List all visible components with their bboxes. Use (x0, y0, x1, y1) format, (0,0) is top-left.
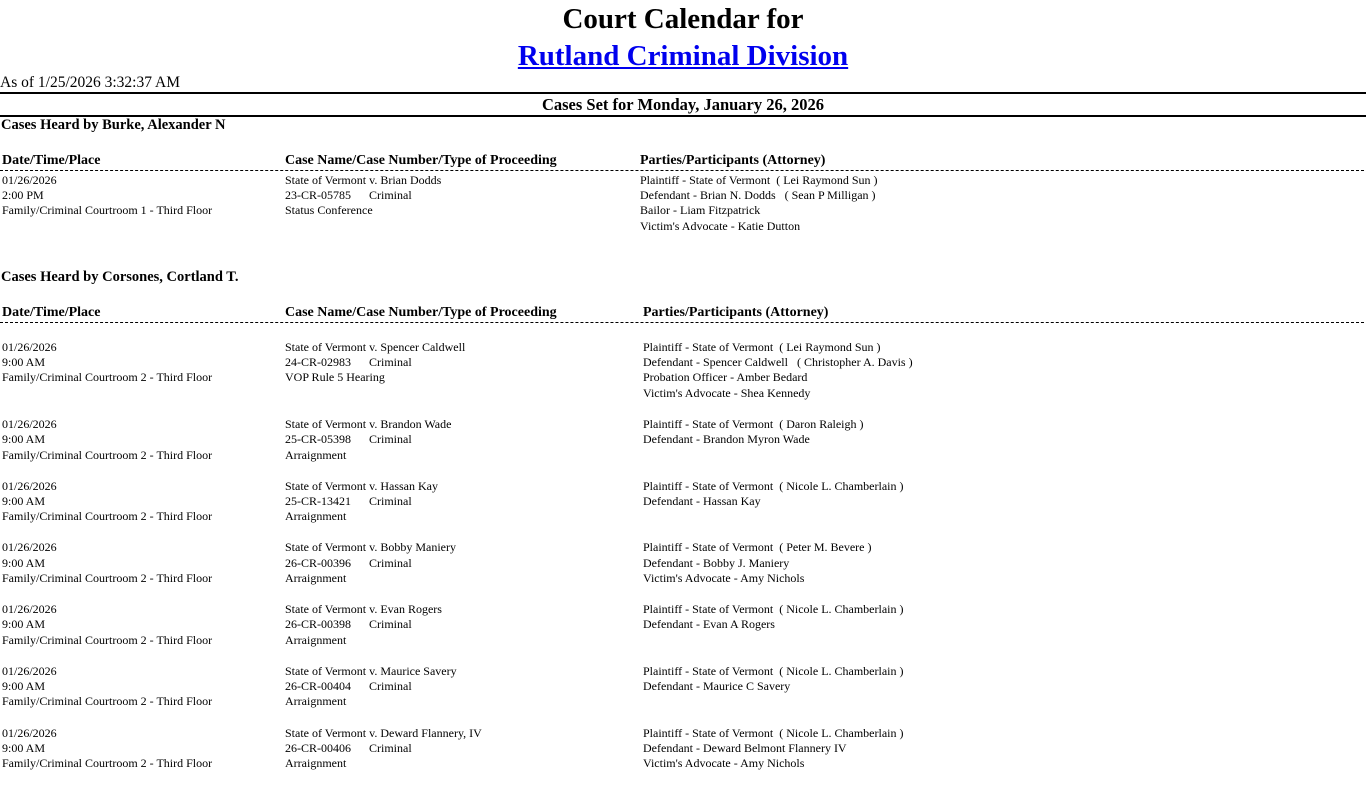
date-time-place (2, 726, 212, 772)
party: Defendant - Brian N. Dodds ( Sean P Milligan ) (640, 188, 876, 203)
case-date: 01/26/2026 (2, 602, 57, 617)
case-row (0, 726, 1366, 787)
case-time: 9:00 AM (2, 555, 46, 570)
case-name: State of Vermont v. Deward Flannery, IV (285, 725, 482, 740)
party: Plaintiff - State of Vermont ( Nicole L. Chamberlain ) (643, 725, 904, 740)
party: Victim's Advocate - Amy Nichols (643, 755, 805, 770)
party: Plaintiff - State of Vermont ( Nicole L. Chamberlain ) (643, 663, 904, 678)
case-type: Criminal (369, 493, 412, 508)
parties-list (640, 173, 878, 234)
parties-list (643, 479, 904, 509)
case-row (0, 479, 1366, 541)
case-number-line (285, 494, 438, 509)
case-place: Family/Criminal Courtroom 1 - Third Floor (2, 203, 213, 218)
case-number-line (285, 355, 465, 370)
case-list (0, 173, 1366, 235)
spacer (351, 679, 369, 693)
case-name: State of Vermont v. Bobby Maniery (285, 540, 456, 555)
case-name: State of Vermont v. Maurice Savery (285, 663, 457, 678)
case-type: Criminal (369, 617, 412, 632)
date-time-place (2, 340, 212, 386)
proceeding-type: Arraignment (285, 694, 347, 709)
case-date: 01/26/2026 (2, 725, 57, 740)
column-header-case: Case Name/Case Number/Type of Proceeding (285, 305, 557, 320)
case-place: Family/Criminal Courtroom 2 - Third Floor (2, 509, 213, 524)
case-number: 25-CR-13421 (285, 493, 351, 508)
case-time: 9:00 AM (2, 740, 46, 755)
day-header: Cases Set for Monday, January 26, 2026 (541, 95, 825, 114)
parties-list (643, 664, 904, 694)
case-place: Family/Criminal Courtroom 2 - Third Floor (2, 370, 213, 385)
case-info (285, 664, 457, 710)
parties-list (643, 602, 904, 632)
page-title: Court Calendar for (562, 3, 804, 35)
case-type: Criminal (369, 188, 412, 203)
party: Plaintiff - State of Vermont ( Peter M. Bevere ) (643, 540, 872, 555)
case-name: State of Vermont v. Brandon Wade (285, 417, 452, 432)
case-row (0, 173, 1366, 235)
case-number: 26-CR-00404 (285, 679, 351, 694)
case-name: State of Vermont v. Evan Rogers (285, 602, 442, 617)
party: Defendant - Bobby J. Maniery (643, 555, 790, 570)
party: Defendant - Maurice C Savery (643, 679, 791, 694)
column-header-parties: Parties/Participants (Attorney) (640, 153, 826, 168)
case-info (285, 340, 465, 386)
party: Defendant - Hassan Kay (643, 493, 761, 508)
case-number: 23-CR-05785 (285, 188, 351, 203)
case-place: Family/Criminal Courtroom 2 - Third Floor (2, 632, 213, 647)
case-number: 25-CR-05398 (285, 432, 351, 447)
case-row (0, 417, 1366, 479)
case-number-line (285, 741, 482, 756)
case-row (0, 340, 1366, 417)
case-info (285, 173, 441, 219)
parties-list (643, 726, 904, 772)
party: Plaintiff - State of Vermont ( Lei Raymond Sun ) (640, 173, 878, 187)
case-info (285, 479, 438, 525)
party: Plaintiff - State of Vermont ( Nicole L. Chamberlain ) (643, 478, 904, 493)
case-number-line (285, 188, 441, 203)
parties-list (643, 540, 872, 586)
parties-list (643, 340, 913, 401)
column-header-date: Date/Time/Place (2, 153, 101, 168)
proceeding-type: Arraignment (285, 447, 347, 462)
case-number-line (285, 432, 451, 447)
spacer (351, 494, 369, 508)
case-info (285, 726, 482, 772)
case-date: 01/26/2026 (2, 173, 57, 187)
case-row (0, 540, 1366, 602)
case-time: 9:00 AM (2, 493, 46, 508)
case-name: State of Vermont v. Brian Dodds (285, 173, 442, 187)
party: Defendant - Evan A Rogers (643, 617, 775, 632)
as-of-timestamp: As of 1/25/2026 3:32:37 AM (0, 74, 180, 91)
date-time-place (2, 417, 212, 463)
spacer (351, 432, 369, 446)
case-type: Criminal (369, 679, 412, 694)
proceeding-type: Arraignment (285, 570, 347, 585)
party: Plaintiff - State of Vermont ( Nicole L. Chamberlain ) (643, 602, 904, 617)
case-info (285, 417, 451, 463)
case-date: 01/26/2026 (2, 540, 57, 555)
case-number-line (285, 617, 442, 632)
column-header-case: Case Name/Case Number/Type of Proceeding (285, 153, 557, 168)
column-header-parties: Parties/Participants (Attorney) (643, 305, 829, 320)
case-place: Family/Criminal Courtroom 2 - Third Floor (2, 570, 213, 585)
column-header-date: Date/Time/Place (2, 305, 101, 320)
case-list (0, 340, 1366, 787)
column-headers (0, 305, 1364, 323)
case-type: Criminal (369, 432, 412, 447)
case-date: 01/26/2026 (2, 340, 57, 354)
case-place: Family/Criminal Courtroom 2 - Third Floor (2, 755, 213, 770)
date-time-place (2, 602, 212, 648)
party: Defendant - Spencer Caldwell ( Christopher A. Davis ) (643, 355, 913, 370)
case-info (285, 602, 442, 648)
proceeding-type: Arraignment (285, 755, 347, 770)
case-date: 01/26/2026 (2, 663, 57, 678)
party: Plaintiff - State of Vermont ( Daron Raleigh ) (643, 417, 864, 432)
party: Defendant - Brandon Myron Wade (643, 432, 810, 447)
division-link[interactable]: Rutland Criminal Division (517, 40, 849, 72)
proceeding-type: Arraignment (285, 632, 347, 647)
proceeding-type: Arraignment (285, 509, 347, 524)
case-type: Criminal (369, 740, 412, 755)
party: Victim's Advocate - Shea Kennedy (643, 385, 811, 400)
date-time-place (2, 173, 212, 219)
case-date: 01/26/2026 (2, 417, 57, 432)
case-date: 01/26/2026 (2, 478, 57, 493)
case-time: 9:00 AM (2, 679, 46, 694)
date-time-place (2, 664, 212, 710)
case-time: 9:00 AM (2, 617, 46, 632)
proceeding-type: VOP Rule 5 Hearing (285, 370, 385, 385)
divider (0, 92, 1366, 94)
column-headers (0, 153, 1364, 171)
date-time-place (2, 479, 212, 525)
party: Victim's Advocate - Katie Dutton (640, 218, 801, 233)
spacer (351, 355, 369, 369)
party: Bailor - Liam Fitzpatrick (640, 203, 761, 218)
judge-heading: Cases Heard by Burke, Alexander N (1, 117, 226, 133)
case-name: State of Vermont v. Spencer Caldwell (285, 340, 466, 354)
judge-heading: Cases Heard by Corsones, Cortland T. (1, 269, 239, 285)
case-place: Family/Criminal Courtroom 2 - Third Floor (2, 694, 213, 709)
case-name: State of Vermont v. Hassan Kay (285, 478, 438, 493)
case-number: 26-CR-00396 (285, 555, 351, 570)
date-time-place (2, 540, 212, 586)
party: Defendant - Deward Belmont Flannery IV (643, 740, 847, 755)
party: Plaintiff - State of Vermont ( Lei Raymond Sun ) (643, 340, 881, 354)
parties-list (643, 417, 864, 447)
case-place: Family/Criminal Courtroom 2 - Third Floor (2, 447, 213, 462)
spacer (351, 617, 369, 631)
case-number-line (285, 679, 457, 694)
case-row (0, 602, 1366, 664)
case-time: 2:00 PM (2, 188, 44, 203)
spacer (351, 556, 369, 570)
case-time: 9:00 AM (2, 432, 46, 447)
case-number: 26-CR-00398 (285, 617, 351, 632)
proceeding-type: Status Conference (285, 203, 373, 218)
party: Victim's Advocate - Amy Nichols (643, 570, 805, 585)
case-type: Criminal (369, 355, 412, 370)
case-number-line (285, 556, 456, 571)
case-number: 24-CR-02983 (285, 355, 351, 370)
case-type: Criminal (369, 555, 412, 570)
spacer (351, 188, 369, 202)
spacer (351, 741, 369, 755)
division-title (0, 39, 1366, 73)
case-row (0, 664, 1366, 726)
case-time: 9:00 AM (2, 355, 46, 370)
case-info (285, 540, 456, 586)
case-number: 26-CR-00406 (285, 740, 351, 755)
party: Probation Officer - Amber Bedard (643, 370, 808, 385)
